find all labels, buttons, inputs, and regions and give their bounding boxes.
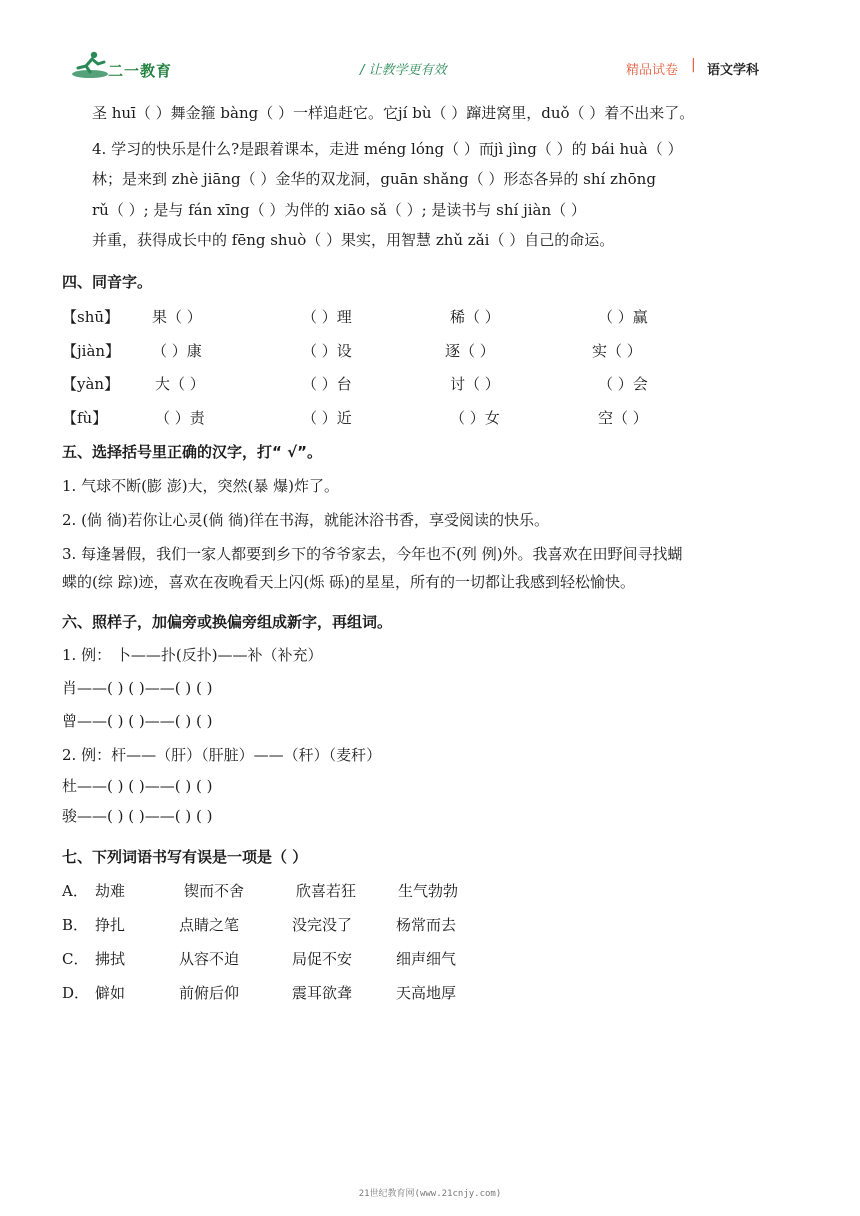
choice-word: 从容不迫 <box>179 950 240 968</box>
answer-line: 骏——( ) ( )——( ) ( ) <box>62 807 213 825</box>
choice-letter: B． <box>62 916 89 934</box>
homophone-cell: 果（ ） <box>152 308 202 326</box>
homophone-cell: （ ）理 <box>302 308 352 326</box>
choice-word: 细声细气 <box>396 950 457 968</box>
section-7-title: 七、下列词语书写有误是一项是（ ） <box>62 848 308 866</box>
question-text: 3. 每逢暑假，我们一家人都要到乡下的爷爷家去，今年也不(列 例)外。我喜欢在田野间寻找蝴 <box>62 545 683 563</box>
choice-word: 锲而不舍 <box>184 882 245 900</box>
choice-letter: D． <box>62 984 90 1002</box>
header-separator: | <box>691 57 696 73</box>
homophone-cell: 大（ ） <box>155 375 205 393</box>
homophone-cell: （ ）责 <box>155 409 205 427</box>
homophone-cell: 稀（ ） <box>450 308 500 326</box>
homophone-cell: （ ）会 <box>598 375 648 393</box>
homophone-label: 【jiàn】 <box>62 342 121 360</box>
choice-word: 僻如 <box>95 984 126 1002</box>
text-line-4: rǔ（ ）; 是与 fán xīng（ ）为伴的 xiāo sǎ（ ）; 是读书与 shí jiàn（ ） <box>92 201 586 219</box>
choice-word: 没完没了 <box>292 916 353 934</box>
choice-word: 生气勃勃 <box>398 882 459 900</box>
choice-word: 欣喜若狂 <box>296 882 357 900</box>
text-line-1: 圣 huī（ ）舞金箍 bàng（ ）一样追赶它。它jí bù（ ）蹿进窝里，duǒ（ ）着不出来了。 <box>92 104 695 122</box>
homophone-cell: （ ）设 <box>302 342 352 360</box>
answer-line: 肖——( ) ( )——( ) ( ) <box>62 679 213 697</box>
homophone-label: 【shū】 <box>62 308 120 326</box>
homophone-cell: （ ）康 <box>152 342 202 360</box>
example-line: 1. 例： 卜——扑(反扑)——补（补充） <box>62 646 323 664</box>
choice-word: 震耳欲聋 <box>292 984 353 1002</box>
choice-word: 劫难 <box>95 882 126 900</box>
choice-word: 挣扎 <box>95 916 126 934</box>
homophone-cell: 逐（ ） <box>445 342 495 360</box>
text-line-3: 林；是来到 zhè jiāng（ ）金华的双龙洞，guān shǎng（ ）形态各异的 shí zhōng <box>92 170 656 188</box>
question-text: 蝶的(综 踪)迹，喜欢在夜晚看天上闪(烁 砾)的星星，所有的一切都让我感到轻松愉快。 <box>62 573 635 591</box>
header-subject: 语文学科 <box>707 63 760 78</box>
homophone-cell: 空（ ） <box>598 409 648 427</box>
choice-letter: C． <box>62 950 89 968</box>
choice-word: 拂拭 <box>95 950 126 968</box>
homophone-cell: 讨（ ） <box>450 375 500 393</box>
homophone-cell: （ ）台 <box>302 375 352 393</box>
example-line: 2. 例：杆——（肝）（肝脏）——（秆）（麦秆） <box>62 746 382 764</box>
homophone-cell: 实（ ） <box>592 342 642 360</box>
runner-icon <box>70 50 110 80</box>
answer-line: 曾——( ) ( )——( ) ( ) <box>62 712 213 730</box>
homophone-cell: （ ）女 <box>450 409 500 427</box>
choice-word: 点睛之笔 <box>179 916 240 934</box>
choice-word: 局促不安 <box>292 950 353 968</box>
homophone-label: 【fù】 <box>62 409 108 427</box>
choice-word: 前俯后仰 <box>179 984 240 1002</box>
question-text: 1. 气球不断(膨 澎)大，突然(暴 爆)炸了。 <box>62 477 340 495</box>
choice-letter: A． <box>62 882 88 900</box>
header-slogan: / 让教学更有效 <box>360 63 447 78</box>
section-5-title: 五、选择括号里正确的汉字，打“ √”。 <box>62 443 322 461</box>
answer-line: 杜——( ) ( )——( ) ( ) <box>62 777 213 795</box>
footer-text: 21世纪教育网(www.21cnjy.com) <box>358 1189 502 1199</box>
text-line-5: 并重，获得成长中的 fēng shuò（ ）果实，用智慧 zhǔ zǎi（ ）自己的命运。 <box>92 231 615 249</box>
homophone-label: 【yàn】 <box>62 375 120 393</box>
text-line-2: 4. 学习的快乐是什么?是跟着课本，走进 méng lóng（ ）而jì jìng（ ）的 bái huà（ ） <box>92 140 683 158</box>
choice-word: 天高地厚 <box>396 984 457 1002</box>
choice-word: 杨常而去 <box>396 916 457 934</box>
logo-text: 二一教育 <box>108 62 173 80</box>
question-text: 2. (倘 徜)若你让心灵(倘 徜)徉在书海，就能沐浴书香，享受阅读的快乐。 <box>62 511 550 529</box>
homophone-cell: （ ）赢 <box>598 308 648 326</box>
homophone-cell: （ ）近 <box>302 409 352 427</box>
section-4-title: 四、同音字。 <box>62 273 153 291</box>
section-6-title: 六、照样子，加偏旁或换偏旁组成新字，再组词。 <box>62 613 393 631</box>
header-jingpin: 精品试卷 <box>626 63 679 78</box>
